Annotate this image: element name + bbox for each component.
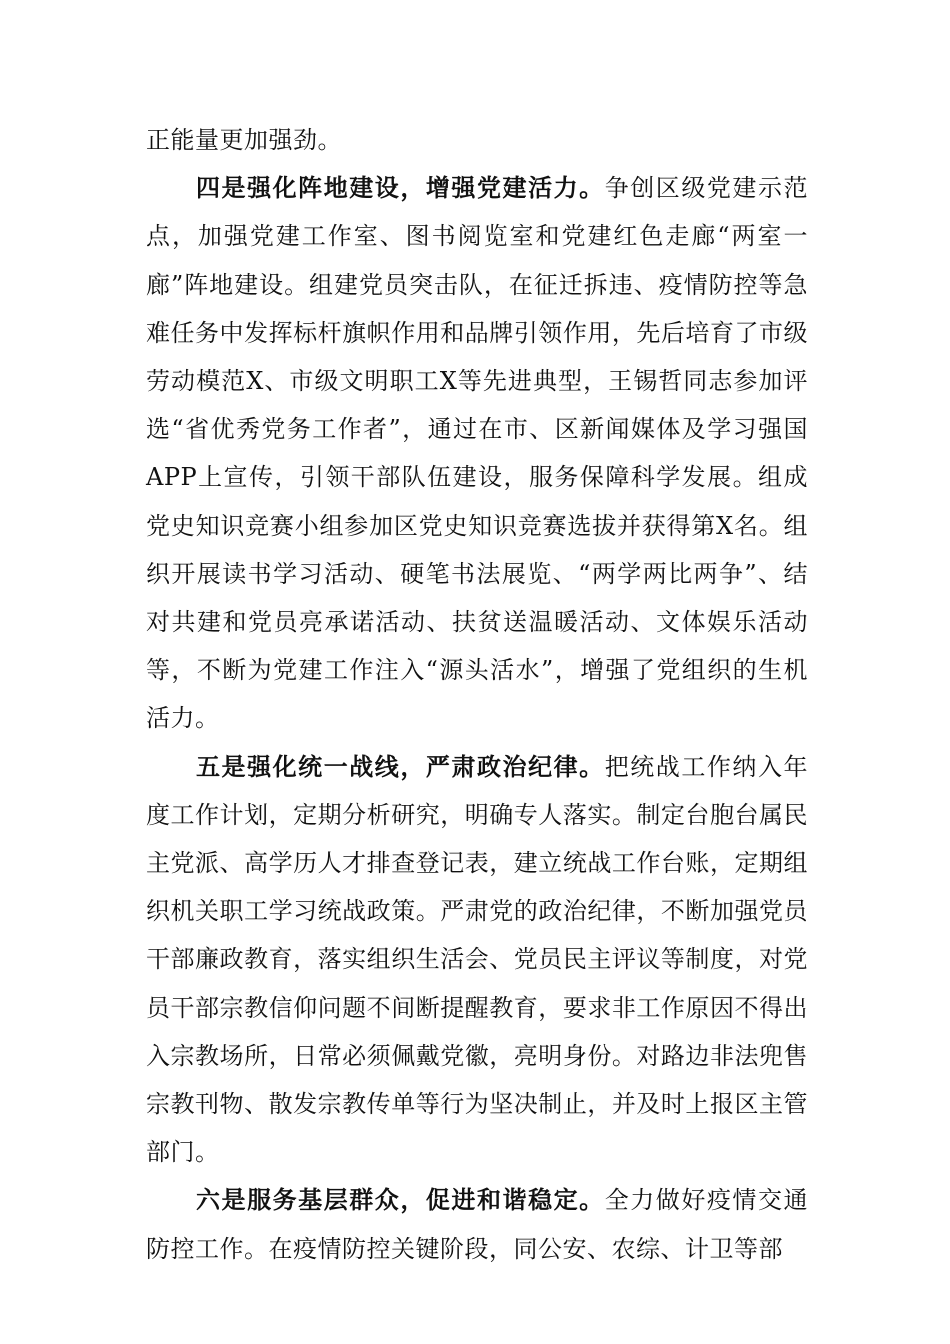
paragraph-section-5: [146, 743, 808, 1177]
paragraph-section-4: [146, 164, 808, 742]
paragraph-text: 争创区级党建示范点，加强党建工作室、图书阅览室和党建红色走廊“两室一廊”阵地建设。组建党员突击队，在征迁拆违、疫情防控等急难任务中发挥标杆旗帜作用和品牌引领作用，先后培育了市级劳动模范X、市级文明职工X等先进典型，王锡哲同志参加评选“省优秀党务工作者”，通过在市、区新闻媒体及学习强国APP上宣传，引领干部队伍建设，服务保障科学发展。组成党史知识竞赛小组参加区党史知识竞赛选拔并获得第X名。组织开展读书学习活动、硬笔书法展览、“两学两比两争”、结对共建和党员亮承诺活动、扶贫送温暖活动、文体娱乐活动等，不断为党建工作注入“源头活水”，增强了党组织的生机活力。: [146, 174, 809, 733]
paragraph-heading: 五是强化统一战线，严肃政治纪律。: [196, 751, 605, 781]
paragraph-heading: 四是强化阵地建设，增强党建活力。: [196, 173, 605, 203]
paragraph-heading: 六是服务基层群众，促进和谐稳定。: [196, 1185, 605, 1215]
paragraph-continuation: [146, 116, 808, 164]
paragraph-text: 全力做好疫情交通防控工作。在疫情防控关键阶段，同公安、农综、计卫等部: [146, 1186, 809, 1263]
paragraph-text: 正能量更加强劲。: [146, 126, 342, 154]
paragraph-text: 把统战工作纳入年度工作计划，定期分析研究，明确专人落实。制定台胞台属民主党派、高学历人才排查登记表，建立统战工作台账，定期组织机关职工学习统战政策。严肃党的政治纪律，不断加强党员干部廉政教育，落实组织生活会、党员民主评议等制度，对党员干部宗教信仰问题不间断提醒教育，要求非工作原因不得出入宗教场所，日常必须佩戴党徽，亮明身份。对路边非法兜售宗教刊物、散发宗教传单等行为坚决制止，并及时上报区主管部门。: [146, 752, 809, 1167]
paragraph-section-6: [146, 1176, 808, 1272]
document-body: [146, 116, 808, 1273]
